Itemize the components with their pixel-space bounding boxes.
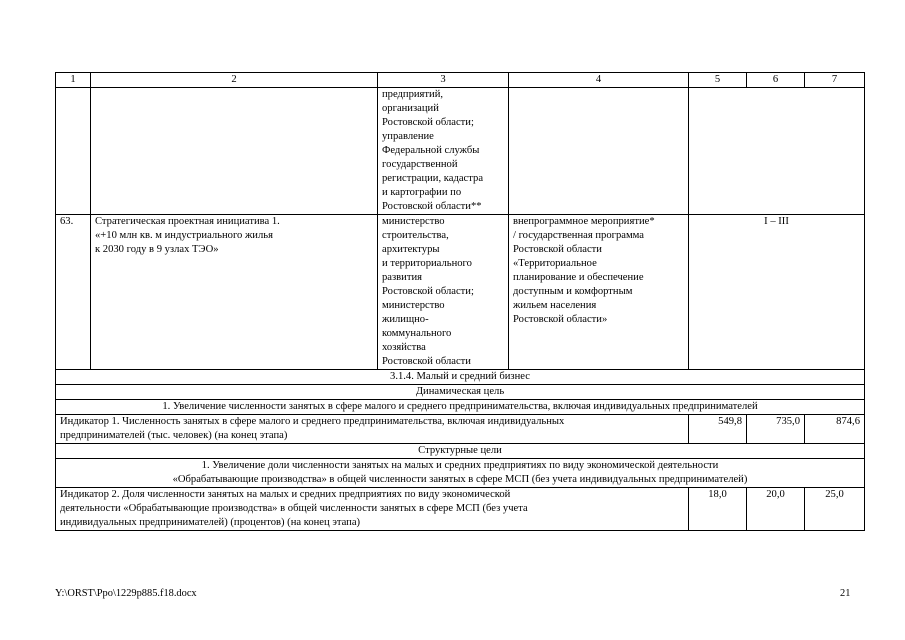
- header-col-3: 3: [378, 73, 509, 88]
- cont-line: и картографии по: [382, 187, 462, 198]
- indicator-2-line: индивидуальных предпринимателей) (процентов) (на конец этапа): [60, 517, 361, 528]
- header-col-6: 6: [747, 73, 805, 88]
- footer-file-path: Y:\ORST\Ppo\1229p885.f18.docx: [55, 588, 197, 599]
- structural-goal-text: [56, 459, 865, 488]
- row-63-program: [509, 215, 689, 370]
- cont-line: Ростовской области**: [382, 201, 482, 212]
- responsible-line: архитектуры: [382, 244, 440, 255]
- section-title: 3.1.4. Малый и средний бизнес: [56, 370, 865, 385]
- row-63-number: 63.: [56, 215, 91, 370]
- responsible-line: строительства,: [382, 230, 449, 241]
- structural-goal-line: 1. Увеличение доли численности занятых на малых и средних предприятиях по виду экономической деятельности: [201, 460, 719, 471]
- responsible-line: развития: [382, 272, 423, 283]
- indicator-2-value-stage1: 18,0: [689, 488, 747, 531]
- cont-col2-cell: [91, 88, 378, 215]
- responsible-line: и территориального: [382, 258, 472, 269]
- section-row: [56, 370, 865, 385]
- initiative-line: «+10 млн кв. м индустриального жилья: [95, 230, 273, 241]
- header-col-5: 5: [689, 73, 747, 88]
- cont-stages-cell: [689, 88, 865, 215]
- responsible-line: коммунального: [382, 328, 452, 339]
- program-line: / государственная программа: [513, 230, 644, 241]
- cont-line: управление: [382, 131, 434, 142]
- indicator-1-line: предпринимателей (тыс. человек) (на конец этапа): [60, 430, 288, 441]
- cont-num-cell: [56, 88, 91, 215]
- indicator-2-row: [56, 488, 865, 531]
- dynamic-goal-text: 1. Увеличение численности занятых в сфере малого и среднего предпринимательства, включая индивидуальных предпринимателей: [56, 400, 865, 415]
- cont-line: организаций: [382, 103, 439, 114]
- program-line: Ростовской области»: [513, 314, 608, 325]
- row-63: [56, 215, 865, 370]
- structural-goal-row: [56, 459, 865, 488]
- responsible-line: жилищно-: [382, 314, 429, 325]
- indicator-1-value-stage2: 735,0: [747, 415, 805, 444]
- responsible-line: хозяйства: [382, 342, 426, 353]
- footer-page-number: 21: [840, 588, 851, 599]
- program-line: Ростовской области: [513, 244, 602, 255]
- indicator-2-line: Индикатор 2. Доля численности занятых на малых и средних предприятиях по виду экономической: [60, 489, 511, 500]
- plan-table: [55, 72, 865, 531]
- indicator-2-value-stage3: 25,0: [805, 488, 865, 531]
- header-col-7: 7: [805, 73, 865, 88]
- cont-line: регистрации, кадастра: [382, 173, 484, 184]
- initiative-line: к 2030 году в 9 узлах ТЭО»: [95, 244, 219, 255]
- structural-goal-line: «Обрабатывающие производства» в общей численности занятых в сфере МСП (без учета индивидуальных предпринимателей): [172, 474, 748, 485]
- cont-line: государственной: [382, 159, 458, 170]
- structural-goals-title-row: [56, 444, 865, 459]
- row-63-stages: I – III: [689, 215, 865, 370]
- indicator-1-line: Индикатор 1. Численность занятых в сфере малого и среднего предпринимательства, включая индивидуальных: [60, 416, 565, 427]
- indicator-2-line: деятельности «Обрабатывающие производства» в общей численности занятых в сфере МСП (без учета: [60, 503, 528, 514]
- program-line: внепрограммное мероприятие*: [513, 216, 655, 227]
- indicator-2-value-stage2: 20,0: [747, 488, 805, 531]
- program-line: планирование и обеспечение: [513, 272, 644, 283]
- dynamic-goal-row: [56, 400, 865, 415]
- responsible-line: министерство: [382, 300, 445, 311]
- program-line: «Территориальное: [513, 258, 597, 269]
- continuation-row: [56, 88, 865, 215]
- header-row: [56, 73, 865, 88]
- initiative-line: Стратегическая проектная инициатива 1.: [95, 216, 280, 227]
- responsible-line: Ростовской области;: [382, 286, 474, 297]
- indicator-2-text: [56, 488, 689, 531]
- cont-line: Ростовской области;: [382, 117, 474, 128]
- indicator-1-value-stage3: 874,6: [805, 415, 865, 444]
- cont-line: Федеральной службы: [382, 145, 480, 156]
- structural-goals-title: Структурные цели: [56, 444, 865, 459]
- cont-responsible-cell: [378, 88, 509, 215]
- dynamic-goal-title-row: [56, 385, 865, 400]
- cont-col4-cell: [509, 88, 689, 215]
- row-63-initiative: [91, 215, 378, 370]
- cont-line: предприятий,: [382, 89, 444, 100]
- responsible-line: Ростовской области: [382, 356, 471, 367]
- program-line: доступным и комфортным: [513, 286, 633, 297]
- header-col-1: 1: [56, 73, 91, 88]
- row-63-responsible: [378, 215, 509, 370]
- dynamic-goal-title: Динамическая цель: [56, 385, 865, 400]
- indicator-1-value-stage1: 549,8: [689, 415, 747, 444]
- program-line: жильем населения: [513, 300, 597, 311]
- responsible-line: министерство: [382, 216, 445, 227]
- indicator-1-text: [56, 415, 689, 444]
- header-col-4: 4: [509, 73, 689, 88]
- indicator-1-row: [56, 415, 865, 444]
- header-col-2: 2: [91, 73, 378, 88]
